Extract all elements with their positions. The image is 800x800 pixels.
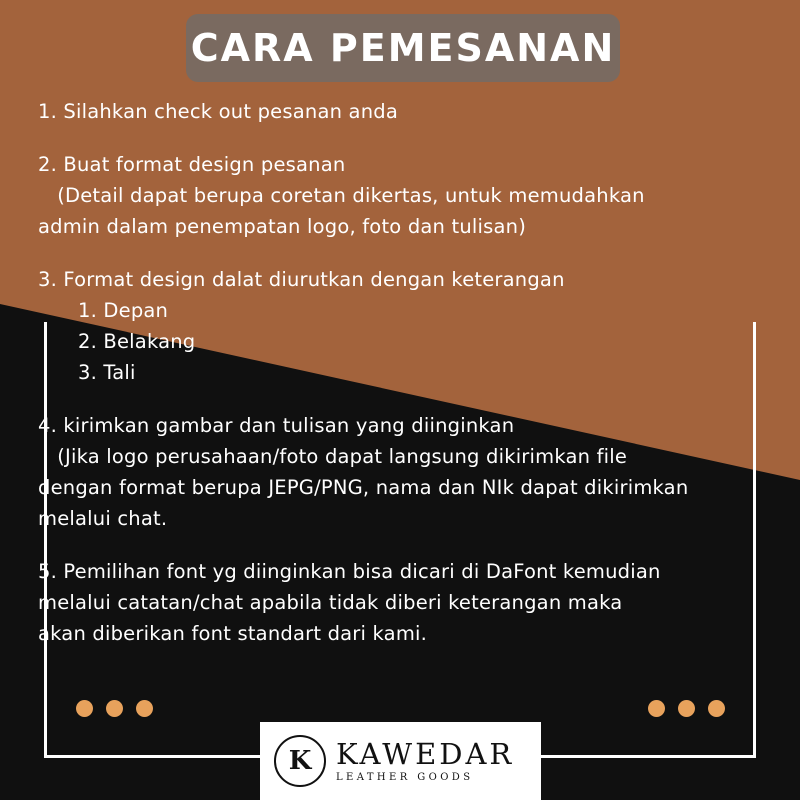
instruction-step <box>38 410 778 534</box>
dot-icon <box>136 700 153 717</box>
instruction-subitem: 2. Belakang <box>78 330 196 353</box>
decorative-dots-right <box>648 700 725 717</box>
instruction-line: (Detail dapat berupa coretan dikertas, untuk memudahkan <box>38 184 645 207</box>
brand-logo <box>260 722 541 800</box>
brand-name: KAWEDAR <box>336 736 515 771</box>
instruction-line: 4. kirimkan gambar dan tulisan yang diinginkan <box>38 414 515 437</box>
logo-wordmark <box>336 736 515 784</box>
instruction-line: 2. Buat format design pesanan <box>38 153 346 176</box>
instruction-line: 5. Pemilihan font yg diinginkan bisa dicari di DaFont kemudian <box>38 560 661 583</box>
brand-tagline: LEATHER GOODS <box>336 772 474 784</box>
instruction-step <box>38 264 778 388</box>
dot-icon <box>678 700 695 717</box>
dot-icon <box>106 700 123 717</box>
instructions-list <box>38 96 778 671</box>
instruction-sublist <box>38 295 778 388</box>
logo-monogram-icon: K <box>274 735 326 787</box>
instruction-step <box>38 96 778 127</box>
instruction-line: admin dalam penempatan logo, foto dan tulisan) <box>38 215 527 238</box>
page-title: CARA PEMESANAN <box>190 26 616 70</box>
dot-icon <box>708 700 725 717</box>
dot-icon <box>76 700 93 717</box>
decorative-dots-left <box>76 700 153 717</box>
dot-icon <box>648 700 665 717</box>
instruction-step <box>38 149 778 242</box>
instruction-line: (Jika logo perusahaan/foto dapat langsung dikirimkan file <box>38 445 628 468</box>
instruction-line: dengan format berupa JEPG/PNG, nama dan NIk dapat dikirimkan <box>38 476 689 499</box>
instruction-line: melalui catatan/chat apabila tidak diberi keterangan maka <box>38 591 623 614</box>
instruction-line: melalui chat. <box>38 507 168 530</box>
instruction-subitem: 3. Tali <box>78 361 136 384</box>
instruction-line: 1. Silahkan check out pesanan anda <box>38 100 398 123</box>
instruction-line: 3. Format design dalat diurutkan dengan keterangan <box>38 268 565 291</box>
instruction-subitem: 1. Depan <box>78 299 169 322</box>
instruction-step <box>38 556 778 649</box>
instruction-line: akan diberikan font standart dari kami. <box>38 622 428 645</box>
